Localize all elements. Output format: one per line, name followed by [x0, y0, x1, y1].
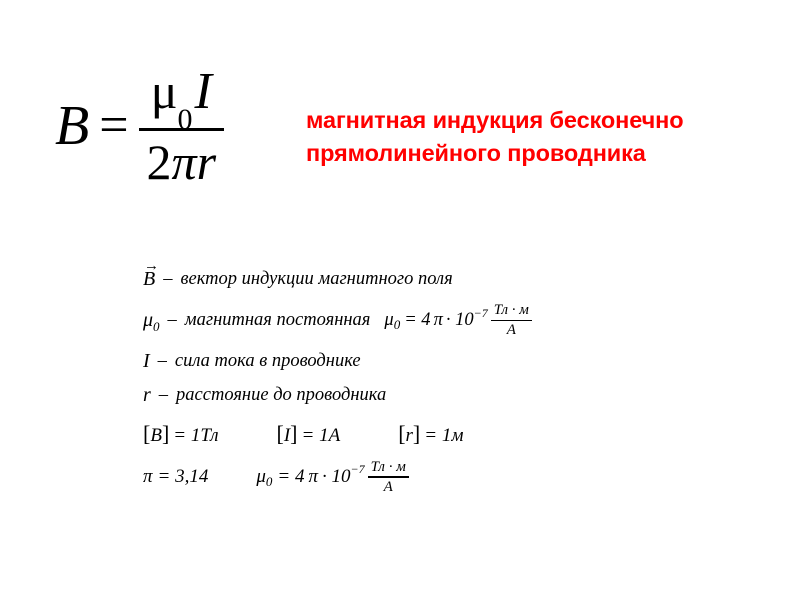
radius-symbol: r [196, 134, 217, 191]
mu-value-pi: π [433, 309, 443, 330]
vector-b-symbol: → B [143, 258, 159, 290]
mu-constant-subscript: 0 [265, 473, 273, 489]
legend-text-current: сила тока в проводнике [174, 350, 361, 371]
unit-value-b: Тл [200, 424, 219, 446]
unit-symbol-b: B [150, 424, 162, 446]
denominator-two: 2 [146, 134, 172, 191]
radius-legend-symbol: r [143, 383, 151, 406]
mu-unit-bar [491, 320, 532, 322]
legend-row-current [143, 350, 763, 373]
mu-constant-mult: · 10 [322, 465, 351, 487]
main-formula-block [55, 62, 224, 190]
constant-pi [143, 466, 208, 488]
unit-bracket-open: [ [398, 420, 406, 446]
unit-item-radius [398, 421, 463, 447]
legend-dash: – [163, 269, 173, 289]
mu-legend-symbol: $\mu_0$ [143, 308, 160, 334]
legend-dash: – [157, 350, 167, 371]
caption-line-2: прямолинейного проводника [306, 140, 646, 167]
formula-caption [306, 104, 726, 171]
legend-text-mu: магнитная постоянная [184, 309, 371, 330]
formula-numerator [143, 62, 220, 136]
unit-bracket-open: [ [143, 420, 151, 446]
mu-value-symbol: μ [384, 309, 394, 330]
pi-symbol: π [171, 134, 197, 191]
formula-equals-sign: = [99, 97, 129, 155]
formula-denominator [139, 133, 225, 190]
legend-dash: – [158, 384, 169, 405]
mu-subscript-zero: 0 [177, 102, 193, 136]
mu-constant-unit-bar [368, 476, 409, 478]
mu-constant-unit-numerator: Тл · м [370, 458, 406, 475]
unit-value-radius: м [451, 424, 464, 446]
unit-bracket-open: [ [276, 420, 284, 446]
unit-value-current: А [328, 424, 341, 446]
caption-line-1: магнитная индукция бесконечно [306, 107, 684, 133]
current-symbol: I [194, 63, 212, 120]
pi-constant-symbol: π [143, 465, 153, 487]
constant-mu [256, 459, 411, 496]
unit-bracket-close: ] [290, 420, 298, 446]
unit-item-current [277, 421, 341, 447]
unit-item-b [143, 421, 219, 447]
legend-text-radius: расстояние до проводника [176, 384, 387, 405]
legend-row-mu [143, 302, 763, 339]
legend-text-b: вектор индукции магнитного поля [180, 269, 453, 289]
mu-constant-pi: π [308, 465, 319, 487]
mu-symbol: μ [150, 63, 178, 119]
mu-constant-unit-fraction [368, 459, 409, 496]
legend-row-radius [143, 384, 763, 407]
unit-symbol-current: I [283, 424, 291, 446]
mu-constant-exponent: −7 [350, 462, 365, 477]
mu-value-mult: · 10 [445, 309, 474, 330]
unit-symbol-radius: r [405, 424, 413, 446]
legend-dash: – [167, 309, 177, 330]
mu-unit-denominator: А [506, 322, 516, 338]
constants-row [143, 459, 763, 496]
mu-unit-numerator: Тл · м [493, 302, 529, 318]
mu-constant-equals: = 4 [277, 465, 305, 487]
mu-value-exponent: −7 [473, 305, 488, 320]
mu-unit-fraction [491, 302, 532, 339]
mu-constant-unit-denominator: А [383, 478, 393, 495]
mu-legend-subscript: 0 [153, 318, 160, 334]
unit-equals-radius: = 1 [424, 424, 452, 446]
unit-equals-current: = 1 [301, 424, 329, 446]
mu-value-equals: = 4 [404, 309, 431, 330]
mu-value-subscript: 0 [393, 317, 401, 333]
formula-fraction [139, 62, 225, 190]
unit-bracket-close: ] [412, 420, 421, 446]
vector-arrow-icon: → [144, 258, 159, 274]
magnetic-induction-formula [55, 62, 224, 190]
unit-equals-b: = 1 [173, 424, 201, 446]
unit-bracket-close: ] [161, 420, 170, 446]
legend-row-b [143, 258, 763, 291]
formula-lhs-b: B [55, 94, 90, 157]
mu-constant-symbol: μ [256, 465, 266, 487]
current-legend-symbol: I [143, 349, 150, 372]
units-row [143, 421, 763, 447]
legend-block [143, 258, 763, 495]
pi-constant-value: = 3,14 [157, 465, 209, 487]
mu-value-expression [384, 302, 534, 339]
